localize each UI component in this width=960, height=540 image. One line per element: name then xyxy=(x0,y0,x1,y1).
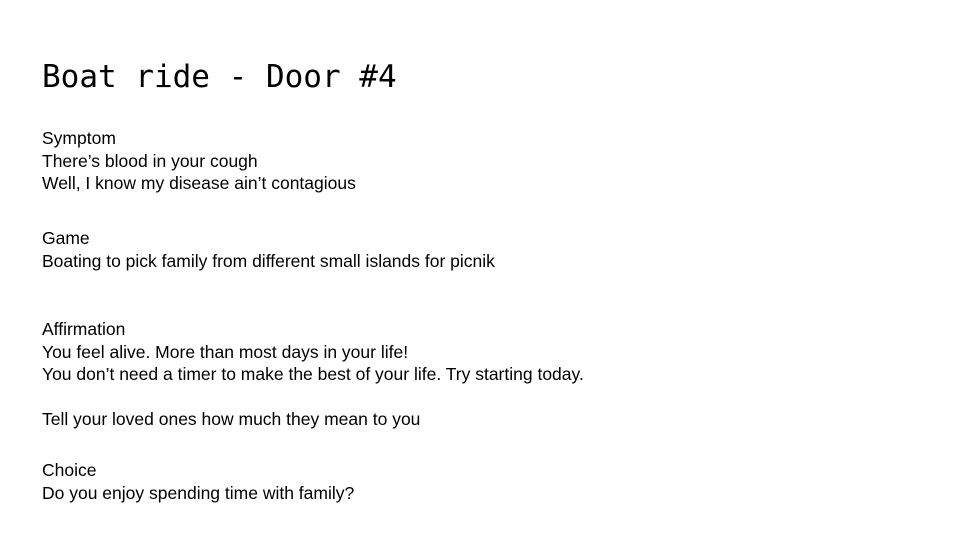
symptom-section xyxy=(42,127,356,195)
affirmation-heading: Affirmation xyxy=(42,319,126,339)
symptom-line: There’s blood in your cough xyxy=(42,150,258,171)
game-line: Boating to pick family from different small islands for picnik xyxy=(42,250,495,271)
choice-line: Do you enjoy spending time with family? xyxy=(42,482,355,503)
choice-section xyxy=(42,459,354,504)
affirmation-line: You don’t need a timer to make the best of your life. Try starting today. xyxy=(42,364,584,384)
affirmation-section xyxy=(42,318,584,431)
game-section xyxy=(42,227,495,272)
choice-heading: Choice xyxy=(42,460,97,480)
affirmation-line: You feel alive. More than most days in your life! xyxy=(42,341,409,362)
game-heading: Game xyxy=(42,228,90,248)
affirmation-line: Tell your loved ones how much they mean to you xyxy=(42,409,421,429)
symptom-line: Well, I know my disease ain’t contagious xyxy=(42,173,356,193)
affirmation-spacer xyxy=(42,386,584,409)
slide-title: Boat ride - Door #4 xyxy=(42,59,397,95)
symptom-heading: Symptom xyxy=(42,128,116,148)
